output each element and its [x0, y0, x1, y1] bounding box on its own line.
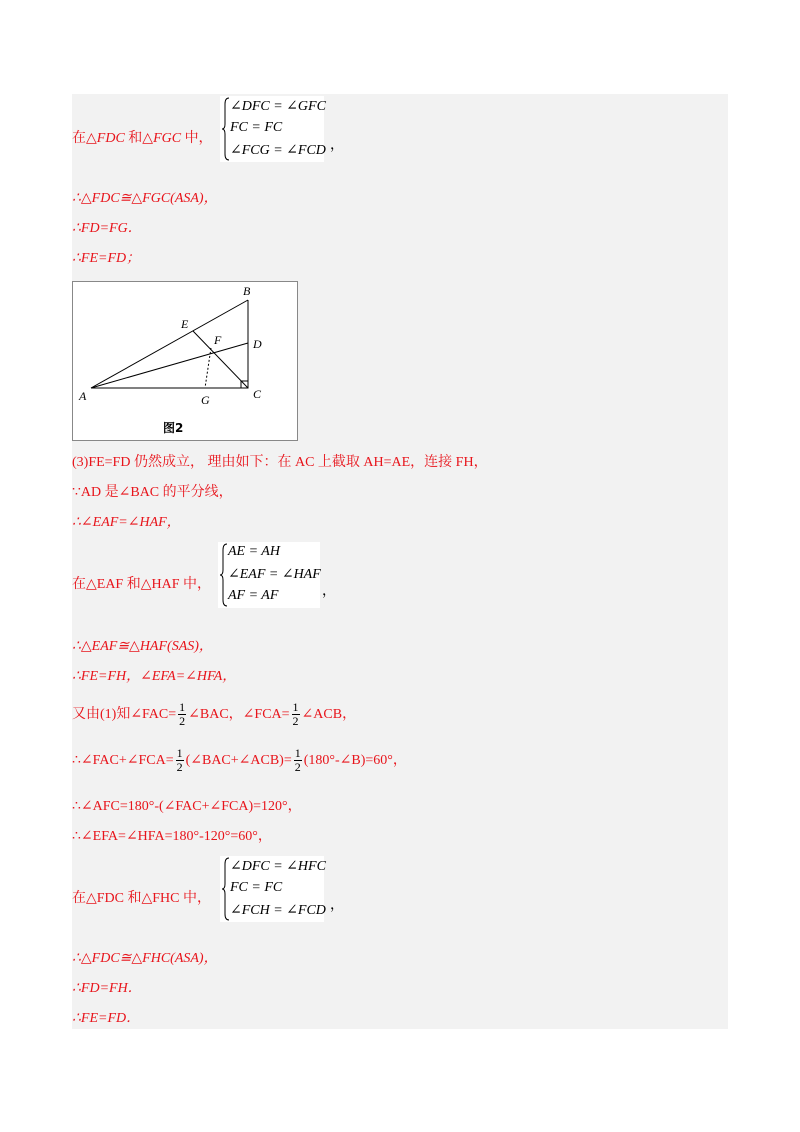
line-angle-efa: ∴∠EFA=∠HFA=180°-120°=60°，: [72, 829, 272, 844]
line-fd-fg: ∴FD=FG．: [72, 221, 142, 236]
fraction-half: [294, 747, 302, 774]
triangle-name: FDC: [96, 131, 125, 146]
label-e: E: [181, 317, 189, 331]
label-b: B: [243, 284, 251, 298]
equation-system-2: [218, 542, 320, 608]
label-a: A: [79, 389, 87, 403]
text-part: (∠BAC+∠ACB)=: [185, 753, 292, 768]
line-angle-afc: ∴∠AFC=180°-(∠FAC+∠FCA)=120°，: [72, 799, 302, 814]
text-prefix: 在△: [72, 131, 97, 146]
text-part: ∴∠FAC+∠FCA=: [72, 753, 174, 768]
denominator: 2: [294, 760, 301, 775]
equation-system-1: [220, 96, 324, 162]
numerator: 1: [179, 700, 186, 715]
line-congruence-asa-2: ∴△FDC≅△FHC(ASA)，: [72, 951, 218, 966]
triangle-name: FGC: [153, 131, 182, 146]
congruence-text: ∴△FDC≅△FGC(ASA)，: [72, 191, 218, 206]
text-part: ∠ACB，: [301, 707, 357, 722]
equation-row: FC = FC: [230, 880, 283, 895]
label-c: C: [253, 387, 262, 401]
label-f: F: [214, 333, 222, 347]
figure-2: [72, 281, 298, 441]
line-bisector: ∵AD 是∠BAC 的平分线，: [72, 485, 233, 500]
label-g: G: [201, 393, 210, 407]
comma: ，: [330, 898, 344, 913]
comma: ，: [322, 584, 336, 599]
line-triangle-eaf-haf: 在△EAF 和△HAF 中，: [72, 577, 211, 592]
fraction-half: [178, 701, 186, 728]
equation-row: ∠FCH = ∠FCD: [230, 903, 326, 918]
equation-row: AF = AF: [228, 588, 279, 603]
text-suffix: 中，: [181, 131, 213, 146]
line-angle-eaf-haf: ∴∠EAF=∠HAF，: [72, 515, 181, 530]
line-angle-sum: [72, 746, 407, 776]
equation-row: FC = FC: [230, 120, 283, 135]
equation-row: ∠FCG = ∠FCD: [230, 143, 326, 158]
text-part: (180°-∠B)=60°，: [303, 753, 407, 768]
equation-system-3: [220, 856, 324, 922]
text-part: 又由(1)知∠FAC=: [72, 707, 177, 722]
solution-sheet: [72, 94, 728, 1029]
brace-icon: [222, 96, 230, 162]
line-angle-halves: [72, 700, 356, 730]
denominator: 2: [176, 760, 183, 775]
denominator: 2: [292, 714, 299, 729]
line-congruence-sas: ∴△EAF≅△HAF(SAS)，: [72, 639, 213, 654]
denominator: 2: [179, 714, 186, 729]
numerator: 1: [176, 746, 183, 761]
comma: ，: [330, 138, 344, 153]
line-fe-fd-final: ∴FE=FD．: [72, 1011, 141, 1026]
geometry-diagram: [73, 282, 297, 440]
numerator: 1: [294, 746, 301, 761]
brace-icon: [222, 856, 230, 922]
text-and: 和△: [124, 131, 154, 146]
figure-caption: 图2: [163, 421, 184, 435]
fraction-half: [292, 701, 300, 728]
line-fe-fh: ∴FE=FH，∠EFA=∠HFA，: [72, 669, 237, 684]
equation-row: ∠DFC = ∠HFC: [230, 859, 326, 874]
line-fd-fh: ∴FD=FH．: [72, 981, 142, 996]
label-d: D: [253, 337, 262, 351]
text-part: ∠BAC，∠FCA=: [188, 707, 290, 722]
equation-row: AE = AH: [228, 544, 280, 559]
line-fe-fd: ∴FE=FD；: [72, 251, 141, 266]
brace-icon: [220, 542, 228, 608]
equation-row: ∠DFC = ∠GFC: [230, 99, 326, 114]
line-triangle-fdc-fgc: [72, 130, 213, 148]
fraction-half: [176, 747, 184, 774]
equation-row: ∠EAF = ∠HAF: [228, 567, 321, 582]
line-triangle-fdc-fhc: 在△FDC 和△FHC 中，: [72, 891, 212, 906]
line-part-3: (3)FE=FD 仍然成立， 理由如下：在 AC 上截取 AH=AE，连接 FH，: [72, 455, 488, 470]
numerator: 1: [292, 700, 299, 715]
line-congruence-asa: [72, 190, 218, 208]
